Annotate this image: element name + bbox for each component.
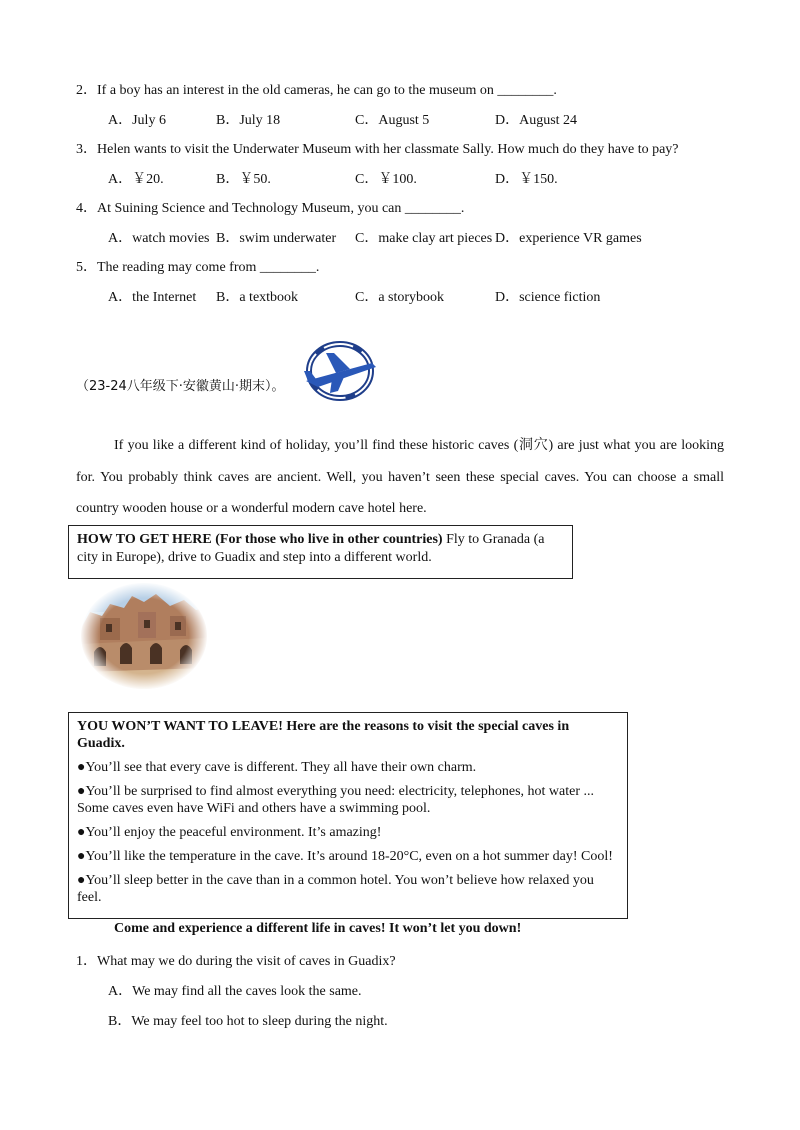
q4-option-c[interactable]: C．make clay art pieces	[355, 231, 493, 246]
source-tag: （23-24八年级下·安徽黄山·期末）。	[76, 379, 285, 394]
q3-option-d[interactable]: D．￥150.	[495, 172, 558, 187]
q2-option-c[interactable]: C．August 5	[355, 113, 430, 128]
q5-option-a[interactable]: A．the Internet	[108, 290, 197, 305]
airplane-logo-icon	[302, 341, 378, 401]
question-4-stem: 4．At Suining Science and Technology Museum, you can ________.	[76, 201, 465, 216]
reason-item-2: ●You’ll be surprised to find almost everything you need: electricity, telephones, hot water ... Some caves even have WiFi and others have a swimming pool.	[77, 784, 595, 816]
q5-option-d[interactable]: D．science fiction	[495, 290, 601, 305]
closing-line: Come and experience a different life in caves! It won’t let you down!	[114, 921, 522, 936]
q1-option-b[interactable]: B．We may feel too hot to sleep during the night.	[108, 1014, 388, 1029]
q4-option-d[interactable]: D．experience VR games	[495, 231, 642, 246]
how-to-get-heading: HOW TO GET HERE (For those who live in other countries)	[77, 532, 443, 547]
q3-option-c[interactable]: C．￥100.	[355, 172, 417, 187]
question-5-stem: 5．The reading may come from ________.	[76, 260, 320, 275]
reason-item-4: ●You’ll like the temperature in the cave. It’s around 18-20°C, even on a hot summer day! Cool!	[77, 849, 613, 864]
q2-option-d[interactable]: D．August 24	[495, 113, 578, 128]
q4-option-b[interactable]: B．swim underwater	[216, 231, 337, 246]
intro-paragraph	[76, 430, 724, 525]
q2-option-a[interactable]: A．July 6	[108, 113, 166, 128]
q2-option-b[interactable]: B．July 18	[216, 113, 281, 128]
q3-option-a[interactable]: A．￥20.	[108, 172, 164, 187]
q3-option-b[interactable]: B．￥50.	[216, 172, 271, 187]
reason-item-1: ●You’ll see that every cave is different. They all have their own charm.	[77, 760, 477, 775]
question-1-stem: 1．What may we do during the visit of caves in Guadix?	[76, 954, 396, 969]
q1-option-a[interactable]: A．We may find all the caves look the same.	[108, 984, 362, 999]
how-to-get-box	[68, 525, 573, 579]
q4-option-a[interactable]: A．watch movies	[108, 231, 210, 246]
how-to-get-text: Fly to Granada (a city in Europe), drive to Guadix and step into a different world.	[77, 532, 545, 565]
reason-item-5: ●You’ll sleep better in the cave than in a common hotel. You won’t believe how relaxed you feel.	[77, 873, 594, 905]
q5-option-b[interactable]: B．a textbook	[216, 290, 299, 305]
reason-item-3: ●You’ll enjoy the peaceful environment. It’s amazing!	[77, 825, 382, 840]
intro-paragraph-text: If you like a different kind of holiday, you’ll find these historic caves (洞穴) are just what you are looking for. You probably think caves are ancient. Well, you haven’t seen these special caves. You can choose a small country wooden house or a wonderful modern cave hotel here.	[76, 438, 724, 516]
q5-option-c[interactable]: C．a storybook	[355, 290, 445, 305]
cave-village-photo	[80, 582, 208, 690]
question-2-stem: 2．If a boy has an interest in the old cameras, he can go to the museum on ________.	[76, 83, 557, 98]
reasons-heading: YOU WON’T WANT TO LEAVE! Here are the reasons to visit the special caves in Guadix.	[77, 719, 570, 751]
question-3-stem: 3．Helen wants to visit the Underwater Museum with her classmate Sally. How much do they have to pay?	[76, 142, 679, 157]
reasons-box	[68, 712, 628, 919]
